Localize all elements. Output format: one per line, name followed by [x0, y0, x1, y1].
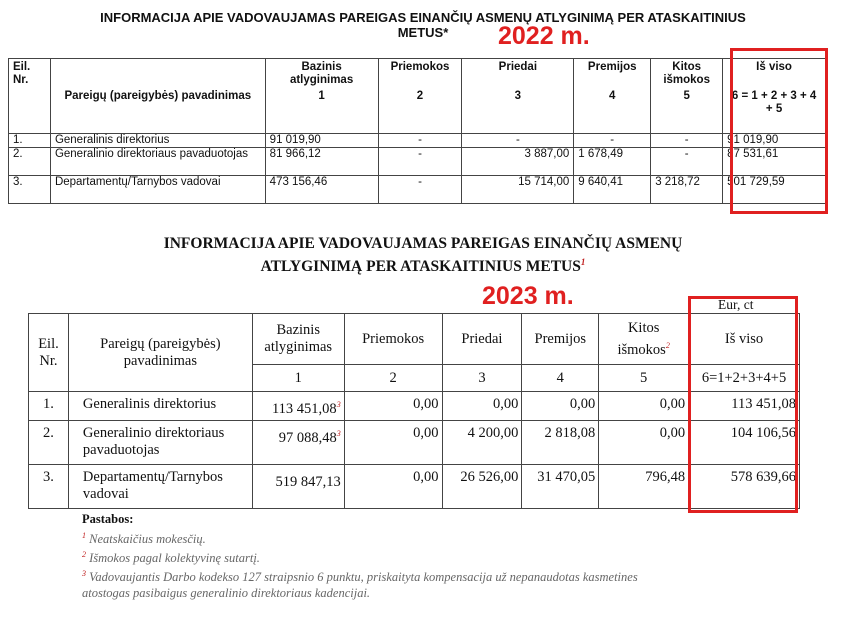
- row-addons: 0,00: [442, 392, 522, 421]
- note-item: [82, 528, 638, 547]
- header-position: Pareigų (pareigybės) pavadinimas: [50, 59, 265, 134]
- header-other: [599, 314, 689, 365]
- row-nr: 1.: [29, 392, 69, 421]
- header-premiums: Premijos: [574, 59, 651, 90]
- col-num: 6 = 1 + 2 + 3 + 4 + 5: [723, 90, 826, 134]
- salary-table-2022: [8, 58, 826, 204]
- header-premiums: Premijos: [522, 314, 599, 365]
- notes-heading: Pastabos:: [82, 512, 134, 526]
- row-bonus: 0,00: [344, 465, 442, 509]
- row-addons: 3 887,00: [462, 148, 574, 176]
- row-other: -: [651, 134, 723, 148]
- title-2022: [0, 10, 846, 40]
- row-position: Generalinio direktoriaus pavaduotojas: [50, 148, 265, 176]
- row-premiums: 31 470,05: [522, 465, 599, 509]
- row-bonus: -: [378, 176, 462, 204]
- row-other: 796,48: [599, 465, 689, 509]
- unit-label: Eur, ct: [718, 297, 754, 312]
- col-num: 2: [378, 90, 462, 134]
- row-bonus: 0,00: [344, 421, 442, 465]
- row-addons: 4 200,00: [442, 421, 522, 465]
- header-nr: Eil. Nr.: [9, 59, 51, 134]
- header-addons: Priedai: [442, 314, 522, 365]
- row-base: [252, 465, 344, 509]
- row-position: Departamentų/Tarnybos vadovai: [50, 176, 265, 204]
- row-base: [252, 421, 344, 465]
- title-2023-line2-text: ATLYGINIMĄ PER ATASKAITINIUS METUS: [260, 258, 581, 276]
- footnote-ref: 2: [665, 340, 670, 350]
- notes-section: [82, 512, 638, 601]
- table-row: [9, 176, 826, 204]
- row-bonus: -: [378, 134, 462, 148]
- header-position: Pareigų (pareigybės) pavadinimas: [68, 314, 252, 392]
- footnote-ref: 3: [336, 400, 341, 409]
- row-total: 501 729,59: [723, 176, 826, 204]
- col-num: 6=1+2+3+4+5: [689, 365, 800, 392]
- note-item: [82, 547, 638, 566]
- row-position: Generalinis direktorius: [50, 134, 265, 148]
- note-text: Neatskaičius mokesčių.: [89, 532, 206, 547]
- header-addons: Priedai: [462, 59, 574, 90]
- row-other: -: [651, 148, 723, 176]
- footnote-ref: 1: [580, 257, 586, 267]
- note-text: Vadovaujantis Darbo kodekso 127 straipsnio 6 punktu, priskaityta kompensacija už nepanaudotas kasmetines: [89, 570, 638, 585]
- highlight-total-2022: [730, 48, 828, 214]
- header-bonus: Priemokos: [378, 59, 462, 90]
- note-text: Išmokos pagal kolektyvinę sutartį.: [89, 551, 260, 566]
- row-total: 104 106,56: [689, 421, 800, 465]
- row-bonus: -: [378, 148, 462, 176]
- row-total: 87 531,61: [723, 148, 826, 176]
- note-item: [82, 585, 638, 601]
- col-num: 4: [522, 365, 599, 392]
- footnote-ref: 2: [82, 550, 86, 560]
- salary-table-2023: [28, 313, 800, 509]
- col-num: 1: [265, 90, 378, 134]
- footnote-ref: 1: [82, 531, 86, 540]
- header-bonus: Priemokos: [344, 314, 442, 365]
- row-base: 81 966,12: [265, 148, 378, 176]
- row-other: 3 218,72: [651, 176, 723, 204]
- year-label-2023: 2023 m.: [482, 282, 574, 310]
- col-num: 2: [344, 365, 442, 392]
- row-addons: 26 526,00: [442, 465, 522, 509]
- col-num: 3: [462, 90, 574, 134]
- footnote-ref: 3: [336, 429, 341, 438]
- table-row: [29, 465, 800, 509]
- row-base: 473 156,46: [265, 176, 378, 204]
- header-base: Bazinis atlyginimas: [252, 314, 344, 365]
- year-label-2022: 2022 m.: [498, 22, 590, 50]
- row-base: 91 019,90: [265, 134, 378, 148]
- row-premiums: 9 640,41: [574, 176, 651, 204]
- col-num: 4: [574, 90, 651, 134]
- row-premiums: 1 678,49: [574, 148, 651, 176]
- footnote-ref: 3: [82, 569, 86, 579]
- row-base: [252, 392, 344, 421]
- header-other-text: Kitos išmokos: [617, 319, 666, 358]
- row-position: Departamentų/Tarnybos vadovai: [68, 465, 252, 509]
- row-nr: 2.: [29, 421, 69, 465]
- note-text: atostogas pasibaigus generalinio direktoriaus kadencijai.: [82, 586, 371, 601]
- title-2022-line2: METUS*: [397, 25, 449, 40]
- header-base: Bazinis atlyginimas: [265, 59, 378, 90]
- title-2023: [0, 234, 846, 276]
- row-nr: 1.: [9, 134, 51, 148]
- row-base-value: 519 847,13: [275, 473, 341, 490]
- row-nr: 2.: [9, 148, 51, 176]
- row-position: Generalinis direktorius: [68, 392, 252, 421]
- header-nr: Eil. Nr.: [29, 314, 69, 392]
- table-row: [9, 148, 826, 176]
- col-num: 5: [651, 90, 723, 134]
- row-addons: 15 714,00: [462, 176, 574, 204]
- row-other: 0,00: [599, 392, 689, 421]
- note-item: [82, 566, 638, 585]
- row-premiums: 2 818,08: [522, 421, 599, 465]
- row-nr: 3.: [9, 176, 51, 204]
- row-other: 0,00: [599, 421, 689, 465]
- row-bonus: 0,00: [344, 392, 442, 421]
- col-num: 5: [599, 365, 689, 392]
- table-row: [29, 392, 800, 421]
- row-premiums: 0,00: [522, 392, 599, 421]
- row-total: 113 451,08: [689, 392, 800, 421]
- header-total: Iš viso: [723, 59, 826, 90]
- row-position: Generalinio direktoriaus pavaduotojas: [68, 421, 252, 465]
- row-total: 578 639,66: [689, 465, 800, 509]
- header-other: Kitos išmokos: [651, 59, 723, 90]
- row-base-value: 113 451,08: [271, 400, 337, 417]
- header-total: Iš viso: [689, 314, 800, 365]
- row-total: 91 019,90: [723, 134, 826, 148]
- highlight-total-2023: [688, 296, 798, 513]
- title-2022-line1: INFORMACIJA APIE VADOVAUJAMAS PAREIGAS EINANČIŲ ASMENŲ ATLYGINIMĄ PER ATASKAITINIUS: [100, 10, 746, 25]
- row-nr: 3.: [29, 465, 69, 509]
- title-2023-line2: [0, 253, 846, 276]
- row-addons: -: [462, 134, 574, 148]
- table-row: [29, 421, 800, 465]
- table-row: [9, 134, 826, 148]
- col-num: 3: [442, 365, 522, 392]
- title-2023-line1: INFORMACIJA APIE VADOVAUJAMAS PAREIGAS EINANČIŲ ASMENŲ: [163, 235, 683, 252]
- row-premiums: -: [574, 134, 651, 148]
- row-base-value: 97 088,48: [278, 429, 337, 446]
- col-num: 1: [252, 365, 344, 392]
